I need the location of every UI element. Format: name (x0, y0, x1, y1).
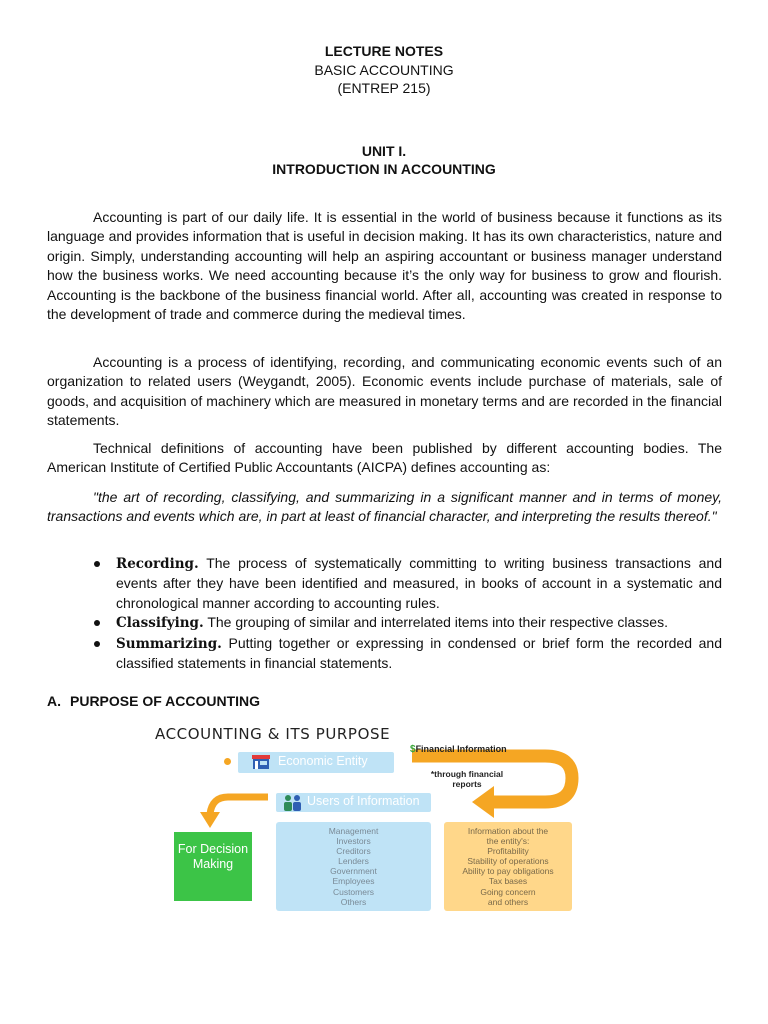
users-of-information-box (276, 793, 431, 812)
financial-information-label (410, 744, 507, 755)
list-item: and others (487, 896, 529, 907)
unit-title: INTRODUCTION IN ACCOUNTING (272, 161, 496, 177)
list-item: Profitability (487, 846, 529, 857)
bullet-icon (94, 561, 100, 567)
decision-making-label: For Decision Making (177, 842, 249, 871)
decision-flow-arrowhead (200, 812, 220, 828)
header-title: LECTURE NOTES (324, 43, 444, 59)
through-reports-note: *through financial reports (430, 769, 504, 789)
definition-text: The process of systematically committing to writing business transactions and events after they have been identified and measured, in books of account in a systematic and chronological manner according to accounting rules. (116, 555, 722, 611)
definition-list (92, 554, 722, 673)
list-item: Customers (332, 886, 375, 897)
economic-entity-box (238, 752, 394, 773)
list-item: Employees (332, 876, 375, 887)
store-icon (252, 755, 270, 770)
list-item: the entity's: (486, 836, 530, 847)
paragraph-intro: Accounting is part of our daily life. It is essential in the world of business because it functions as its language and provides information that is useful in decision making. It has its own characteristics, nature and origin. Simply, understanding accounting will help an aspiring accountant or business manager understand how the business works. We need accounting because it’s the only way for business to grow and flourish. Accounting is the backbone of the business financial world. After all, accounting was created in response to the development of trade and commerce during the medieval times. (47, 209, 722, 323)
accounting-purpose-diagram (150, 722, 590, 922)
financial-flow-arrowhead (472, 786, 494, 818)
definition-term: Summarizing. (116, 635, 222, 652)
section-heading (47, 693, 260, 709)
list-item: Stability of operations (467, 856, 549, 867)
decision-flow-arrow (210, 797, 268, 814)
list-item: Ability to pay obligations (462, 866, 554, 877)
bullet-icon (94, 641, 100, 647)
definition-term: Recording. (116, 556, 199, 572)
list-item: Creditors (336, 846, 371, 857)
list-item (92, 634, 722, 674)
economic-entity-label: Economic Entity (278, 754, 368, 768)
users-of-information-label: Users of Information (307, 794, 420, 808)
users-icon (282, 794, 304, 811)
dollar-icon: $ (410, 744, 416, 755)
course-name: BASIC ACCOUNTING (314, 62, 454, 78)
definition-text: Putting together or expressing in condensed or brief form the recorded and classified statements in financial statements. (116, 634, 722, 672)
aicpa-quote: "the art of recording, classifying, and summarizing in a significant manner and in terms of money, transactions and events which are, in part at least of financial character, and interpreting the results thereof." (47, 489, 722, 525)
section-title: PURPOSE OF ACCOUNTING (70, 693, 261, 709)
list-item (92, 613, 722, 633)
list-item: Government (330, 866, 377, 877)
list-item: Others (340, 896, 367, 907)
paragraph-definition: Accounting is a process of identifying, recording, and communicating economic events such of an organization to related users (Weygandt, 2005). Economic events include purchase of materials, sale of goods, and acquisition of machinery which are measured in monetary terms and are recorded in the financial statements. (47, 354, 722, 429)
diagram-title: ACCOUNTING & ITS PURPOSE (155, 725, 391, 743)
financial-information-text: Financial Information (415, 744, 507, 754)
course-code: (ENTREP 215) (337, 80, 431, 96)
list-item: Management (328, 826, 379, 836)
list-item: Information about the (467, 826, 549, 836)
entity-info-box (444, 822, 572, 911)
definition-text: The grouping of similar and interrelated items into their respective classes. (203, 614, 668, 631)
paragraph-technical: Technical definitions of accounting have been published by different accounting bodies. The American Institute of Certified Public Accountants (AICPA) defines accounting as: (47, 440, 722, 476)
decision-making-box (174, 832, 252, 901)
list-item: Investors (336, 836, 371, 847)
list-item: Tax bases (488, 876, 528, 887)
unit-number: UNIT I. (361, 143, 407, 159)
bullet-icon (224, 758, 231, 765)
section-letter: A. (47, 693, 61, 709)
list-item (92, 554, 722, 613)
definition-term: Classifying. (116, 615, 204, 632)
list-item: Going concern (480, 886, 536, 897)
list-item: Lenders (338, 856, 369, 867)
bullet-icon (94, 620, 100, 626)
users-list-box (276, 822, 431, 911)
